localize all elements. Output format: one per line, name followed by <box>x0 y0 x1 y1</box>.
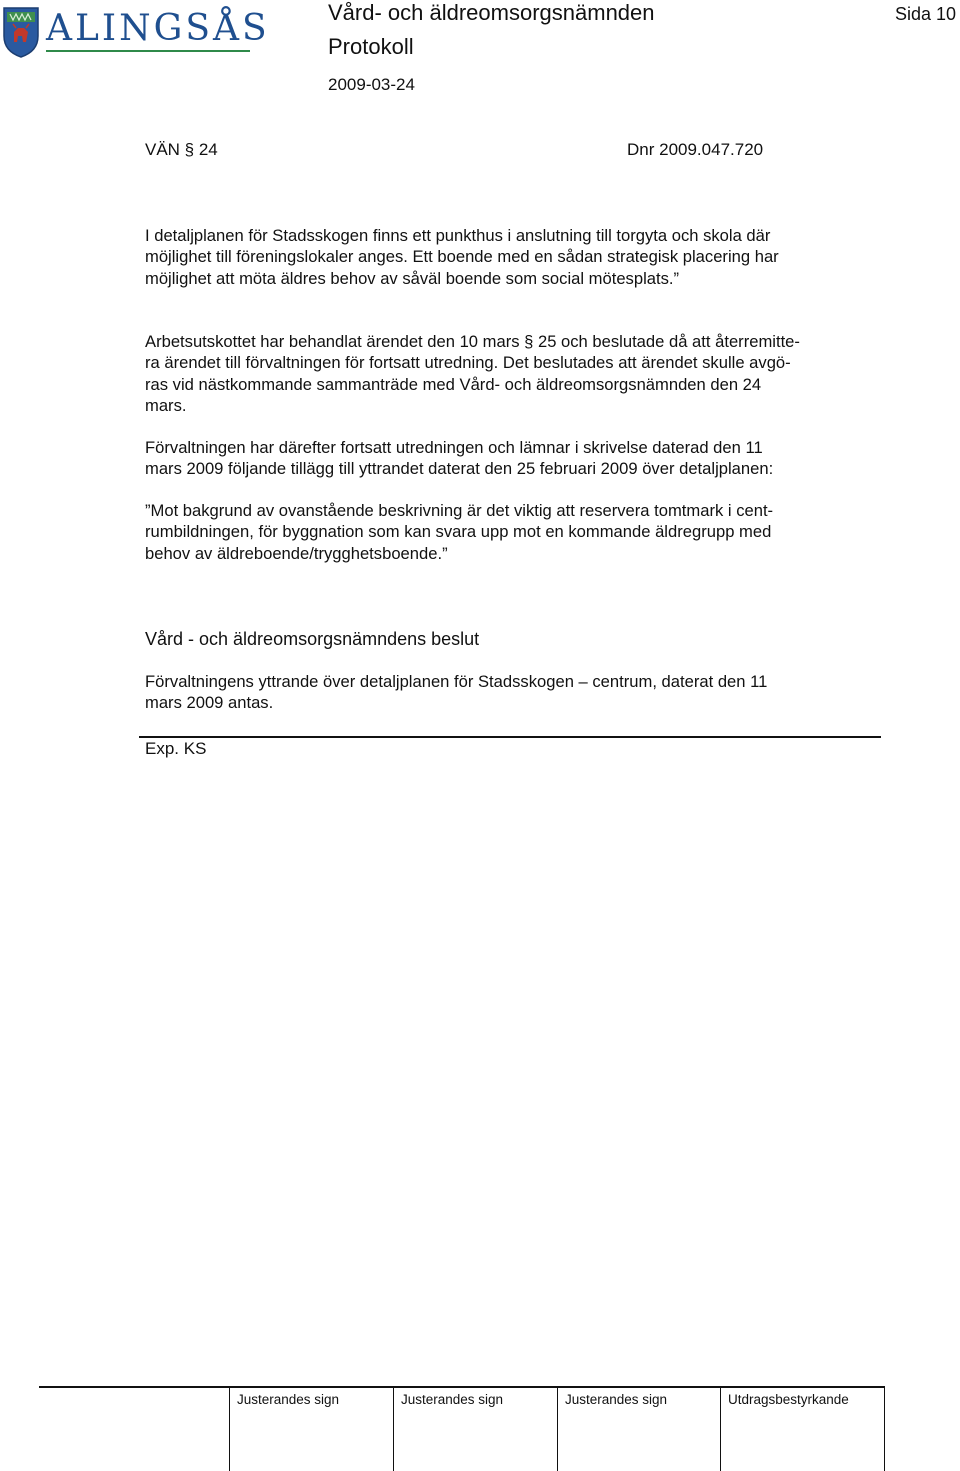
text-line: ra ärendet till förvaltningen för fortsatt utredning. Det beslutades att ärendet skulle avgö- <box>145 353 791 373</box>
text-line: I detaljplanen för Stadsskogen finns ett punkthus i anslutning till torgyta och skola där <box>145 226 771 245</box>
coat-of-arms-icon <box>2 6 40 58</box>
expedition-divider <box>139 736 881 738</box>
text-line: behov av äldreboende/trygghetsboende.” <box>145 543 448 563</box>
signature-column-divider <box>557 1386 558 1471</box>
logo-wordmark: ALINGSÅS <box>46 8 270 49</box>
document-type: Protokoll <box>328 34 414 59</box>
page-number: Sida 10 <box>895 4 957 24</box>
text-line: ”Mot bakgrund av ovanstående beskrivning är det viktig att reservera tomtmark i cent- <box>145 501 774 520</box>
body-paragraph-2 <box>145 331 865 417</box>
signature-column-divider <box>393 1386 394 1471</box>
text-line: ras vid nästkommande sammanträde med Vård- och äldreomsorgsnämnden den 24 <box>145 374 762 394</box>
logo-underline <box>46 50 250 52</box>
decision-text <box>145 671 865 714</box>
text-line: mars 2009 antas. <box>145 693 274 713</box>
text-line: Förvaltningens yttrande över detaljplanen för Stadsskogen – centrum, daterat den 11 <box>145 672 768 691</box>
signature-box-label: Utdragsbestyrkande <box>728 1392 849 1407</box>
signature-box-label: Justerandes sign <box>565 1392 668 1407</box>
meeting-date: 2009-03-24 <box>328 75 415 94</box>
paragraph-reference: VÄN § 24 <box>145 140 218 159</box>
committee-title: Vård- och äldreomsorgsnämnden <box>328 0 655 25</box>
text-line: mars 2009 följande tillägg till yttrandet daterat den 25 februari 2009 över detaljplanen: <box>145 459 774 479</box>
quoted-paragraph <box>145 500 865 564</box>
body-paragraph-3 <box>145 437 865 480</box>
signature-column-divider <box>229 1386 230 1471</box>
signature-box-label: Justerandes sign <box>401 1392 504 1407</box>
decision-heading: Vård - och äldreomsorgsnämndens beslut <box>145 629 480 649</box>
signature-box-label: Justerandes sign <box>237 1392 340 1407</box>
alingsas-logo <box>0 4 270 62</box>
text-line: Förvaltningen har därefter fortsatt utredningen och lämnar i skrivelse daterad den 11 <box>145 438 763 457</box>
text-line: Arbetsutskottet har behandlat ärendet den 10 mars § 25 och beslutade då att återremitte- <box>145 332 800 351</box>
signature-column-divider <box>720 1386 721 1471</box>
expedition-label: Exp. KS <box>145 739 207 758</box>
text-line: mars. <box>145 396 187 416</box>
body-paragraph-1 <box>145 225 865 289</box>
text-line: möjlighet att möta äldres behov av såväl boende som social mötesplats.” <box>145 268 680 288</box>
text-line: rumbildningen, för byggnation som kan svara upp mot en kommande äldregrupp med <box>145 522 772 542</box>
signature-column-divider <box>884 1386 885 1471</box>
text-line: möjlighet till föreningslokaler anges. Ett boende med en sådan strategisk placering har <box>145 247 779 267</box>
footer-divider <box>39 1386 884 1388</box>
diary-number: Dnr 2009.047.720 <box>627 140 764 159</box>
